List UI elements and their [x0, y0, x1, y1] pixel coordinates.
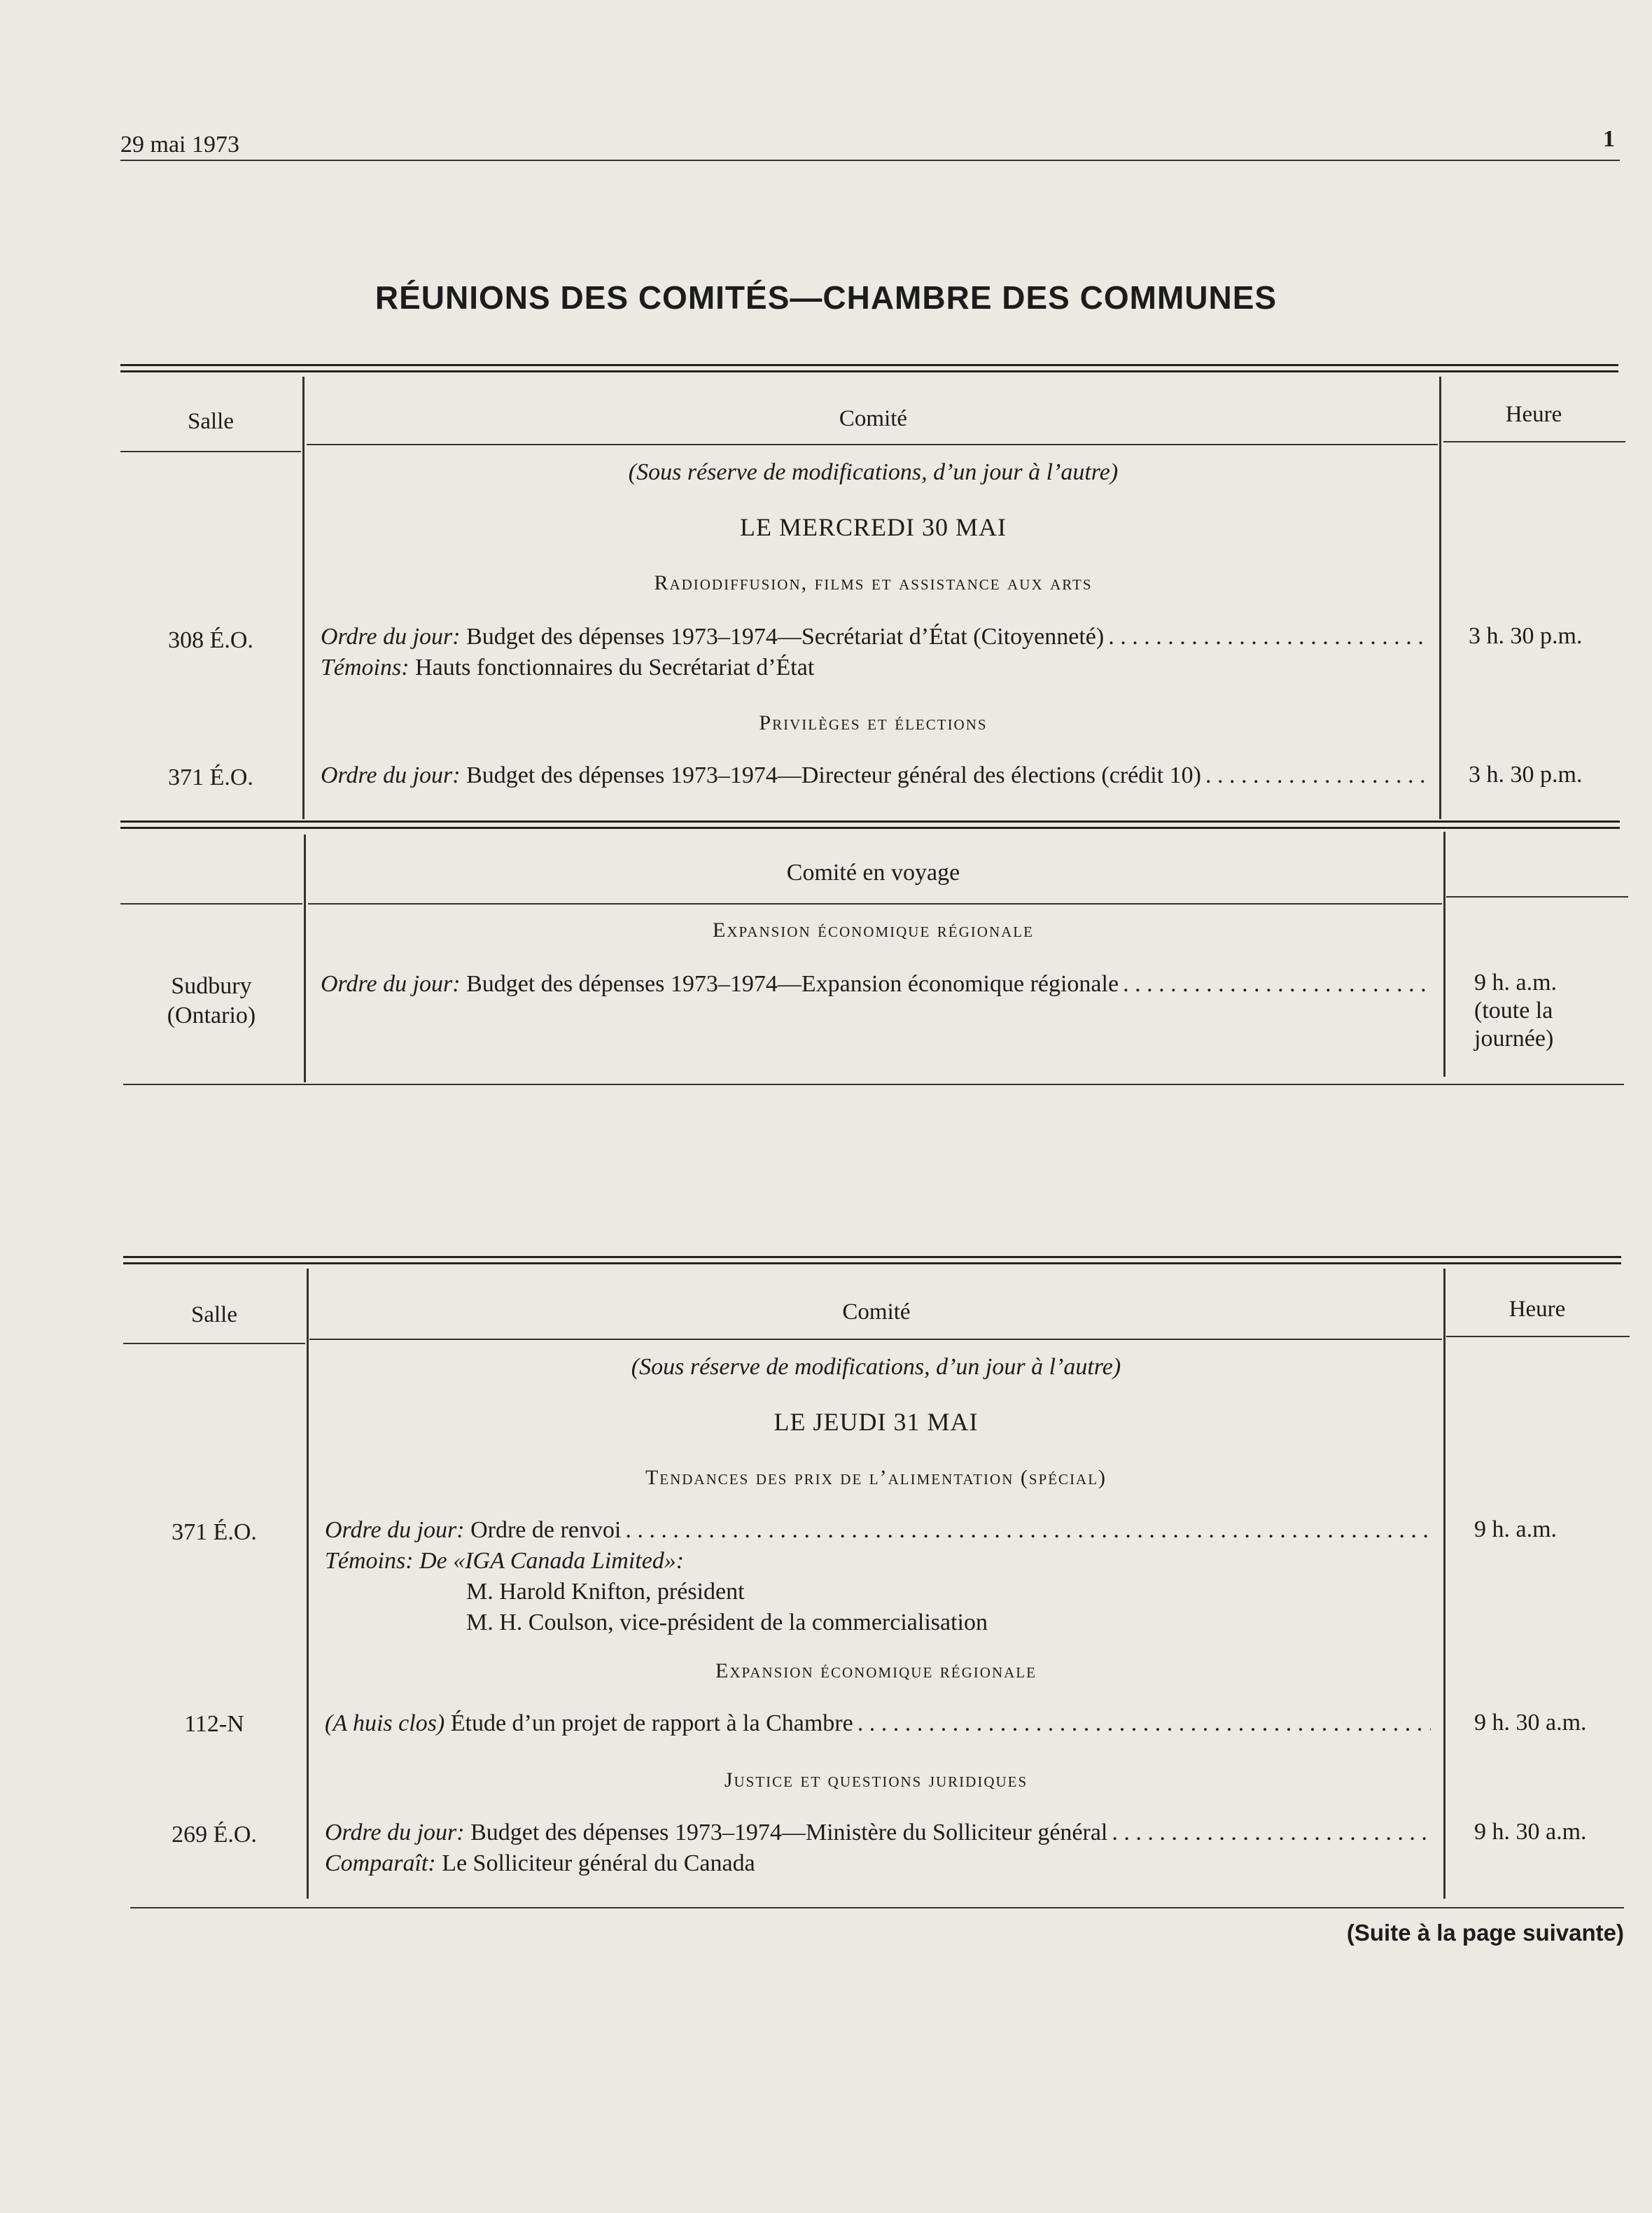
dot-leader [1108, 622, 1427, 652]
table1-top-rule [120, 364, 1618, 372]
agenda-label: Ordre du jour: [325, 1820, 465, 1845]
table2-heading: Comité en voyage [786, 860, 960, 886]
table1-divider-left [302, 377, 304, 819]
table3-head-rule-time [1446, 1336, 1630, 1337]
time-line: (toute la [1474, 998, 1553, 1024]
room-number: 112-N [184, 1711, 244, 1737]
section-title: Justice et questions juridiques [724, 1768, 1028, 1792]
agenda-text: Étude d’un projet de rapport à la Chambre [450, 1710, 853, 1736]
table3-head-rule-room [123, 1343, 305, 1344]
col-head-committee: Comité [839, 406, 908, 431]
table1-head-rule-committee [307, 444, 1438, 445]
witness-label: Témoins: [321, 655, 410, 680]
meeting-time: 3 h. 30 p.m. [1469, 623, 1583, 649]
header-rule [120, 160, 1620, 161]
col-head-room: Salle [188, 409, 234, 434]
table1-head-rule-time [1443, 441, 1625, 442]
table2-rule-time [1446, 896, 1628, 898]
meeting-entry [321, 969, 1427, 1000]
page-number: 1 [1603, 126, 1615, 152]
agenda-line [321, 969, 1427, 1000]
witness-name: M. Harold Knifton, président [466, 1579, 745, 1605]
table2-rule-room [120, 903, 302, 905]
header-date: 29 mai 1973 [120, 132, 239, 158]
agenda-line [325, 1708, 1431, 1739]
agenda-label: Ordre du jour: [321, 624, 461, 650]
meeting-time [1474, 969, 1557, 1053]
agenda-line [321, 622, 1427, 652]
table3-divider-left [307, 1269, 309, 1899]
agenda-line [325, 1515, 1431, 1546]
agenda-text: Budget des dépenses 1973–1974—Directeur général des élections (crédit 10) [466, 762, 1201, 788]
meeting-time: 9 h. 30 a.m. [1474, 1710, 1587, 1736]
meeting-time: 9 h. a.m. [1474, 1516, 1558, 1542]
table1-head-rule-room [120, 451, 301, 452]
room-number: 269 É.O. [172, 1822, 257, 1848]
appearing-label: Comparaît: [325, 1850, 436, 1876]
continued-note: (Suite à la page suivante) [1346, 1920, 1624, 1946]
agenda-label: Ordre du jour: [325, 1517, 465, 1543]
witness-text: Hauts fonctionnaires du Secrétariat d’État [415, 655, 815, 680]
table1-bottom-rule [120, 821, 1620, 829]
col-head-time: Heure [1505, 402, 1562, 427]
section-title: Expansion économique régionale [713, 919, 1034, 942]
room-number: 371 É.O. [168, 765, 253, 790]
agenda-label: Ordre du jour: [321, 971, 461, 997]
appearing-line [325, 1848, 1431, 1879]
meeting-entry [321, 622, 1427, 683]
table2-divider-left [304, 835, 306, 1082]
agenda-text: Budget des dépenses 1973–1974—Ministère du Solliciteur général [470, 1820, 1108, 1845]
appearing-text: Le Solliciteur général du Canada [442, 1850, 755, 1876]
closed-session-label: (A huis clos) [325, 1710, 445, 1736]
col-head-committee: Comité [842, 1299, 911, 1325]
meeting-time: 3 h. 30 p.m. [1469, 762, 1583, 788]
witness-line [325, 1546, 1431, 1577]
witness-text: De «IGA Canada Limited»: [419, 1548, 685, 1574]
witness-line [321, 652, 1427, 683]
room-city: Sudbury [171, 973, 252, 999]
meeting-entry [325, 1817, 1431, 1879]
table3-note: (Sous réserve de modifications, d’un jour à l’autre) [631, 1354, 1121, 1380]
section-title: Expansion économique régionale [715, 1659, 1037, 1682]
section-title: Privilèges et élections [759, 711, 988, 734]
page-title: RÉUNIONS DES COMITÉS—CHAMBRE DES COMMUNES [374, 279, 1278, 316]
dot-leader [1112, 1817, 1431, 1848]
table3-divider-right [1443, 1269, 1446, 1899]
agenda-text: Budget des dépenses 1973–1974—Expansion économique régionale [466, 971, 1119, 997]
table2-rule-committee [308, 903, 1442, 905]
table1-note: (Sous réserve de modifications, d’un jour à l’autre) [628, 459, 1119, 485]
witness-name: M. H. Coulson, vice-président de la commercialisation [466, 1610, 988, 1635]
room-province: (Ontario) [167, 1003, 256, 1028]
table2-divider-right [1443, 832, 1446, 1077]
section-title: Radiodiffusion, films et assistance aux arts [654, 571, 1093, 594]
section-title: Tendances des prix de l’alimentation (spécial) [645, 1466, 1107, 1489]
table2-bottom-rule [123, 1084, 1624, 1085]
table1-divider-right [1439, 377, 1441, 819]
agenda-text: Budget des dépenses 1973–1974—Secrétariat d’État (Citoyenneté) [466, 624, 1105, 650]
meeting-entry [325, 1515, 1431, 1638]
col-head-time: Heure [1508, 1297, 1566, 1322]
table3-day: LE JEUDI 31 MAI [774, 1408, 979, 1436]
agenda-text: Ordre de renvoi [470, 1517, 622, 1543]
table3-head-rule-committee [309, 1339, 1442, 1340]
table1-day: LE MERCREDI 30 MAI [740, 513, 1007, 541]
dot-leader [625, 1515, 1431, 1546]
dot-leader [1123, 969, 1427, 1000]
table3-bottom-rule [130, 1907, 1624, 1908]
meeting-entry [321, 760, 1427, 791]
witness-label: Témoins: [325, 1548, 414, 1574]
room-number: 308 É.O. [168, 627, 253, 653]
agenda-line [325, 1817, 1431, 1848]
time-line: 9 h. a.m. [1474, 970, 1558, 996]
dot-leader [858, 1708, 1431, 1739]
room-location [120, 972, 302, 1031]
room-number: 371 É.O. [172, 1519, 257, 1545]
agenda-label: Ordre du jour: [321, 762, 461, 788]
col-head-room: Salle [191, 1302, 237, 1327]
meeting-time: 9 h. 30 a.m. [1474, 1819, 1587, 1845]
dot-leader [1205, 760, 1427, 791]
table3-top-rule [123, 1256, 1621, 1264]
time-line: journée) [1474, 1026, 1554, 1052]
agenda-line [321, 760, 1427, 791]
meeting-entry [325, 1708, 1431, 1739]
